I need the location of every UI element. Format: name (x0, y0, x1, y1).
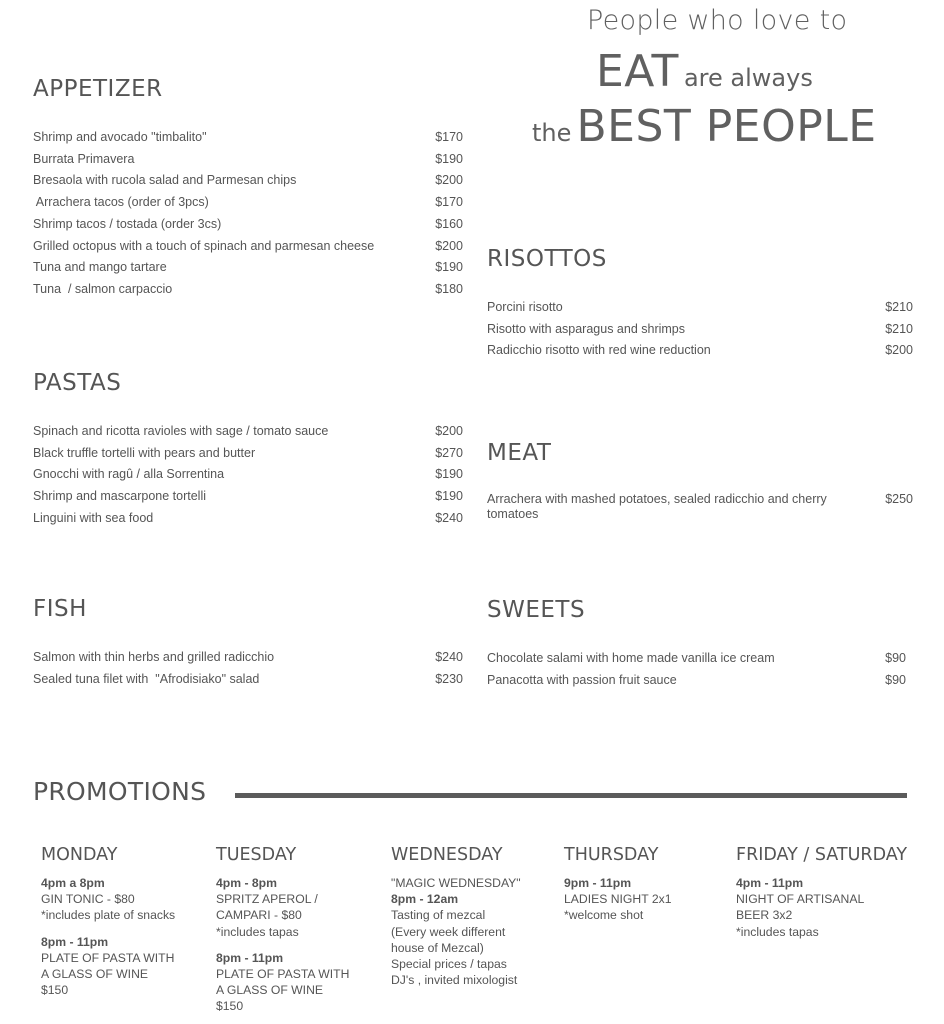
menu-item (487, 670, 906, 692)
item-price: $250 (885, 492, 913, 506)
item-price: $200 (435, 173, 463, 188)
slogan-line-2 (596, 46, 813, 97)
meat-section (487, 438, 913, 522)
promo-text: $150 (41, 983, 69, 998)
risottos-list (487, 297, 913, 362)
meat-title: MEAT (487, 440, 552, 466)
risottos-title: RISOTTOS (487, 246, 607, 272)
item-name: Radicchio risotto with red wine reduction (487, 343, 711, 358)
item-name: Grilled octopus with a touch of spinach and parmesan cheese (33, 238, 375, 253)
item-price: $160 (435, 216, 463, 231)
item-name: Porcini risotto (487, 300, 563, 314)
fish-list (33, 647, 463, 690)
item-name: Bresaola with rucola salad and Parmesan chips (33, 173, 297, 188)
item-name: Spinach and ricotta ravioles with sage / tomato sauce (33, 424, 329, 438)
promo-time: 8pm - 12am (391, 892, 459, 907)
item-name: Panacotta with passion fruit sauce (487, 672, 677, 687)
item-name: Tuna and mango tartare (33, 260, 167, 275)
slogan-best-people: BEST PEOPLE (576, 101, 877, 152)
menu-item (33, 127, 463, 149)
menu-item (33, 508, 463, 530)
promo-text: NIGHT OF ARTISANAL (736, 892, 865, 907)
sweets-title: SWEETS (487, 597, 586, 623)
item-name: Black truffle tortelli with pears and butter (33, 445, 256, 460)
risottos-section (487, 244, 913, 362)
item-name: Shrimp tacos / tostada (order 3cs) (33, 216, 222, 231)
item-price: $180 (435, 281, 463, 296)
promo-text: PLATE OF PASTA WITH (216, 967, 350, 982)
fish-title: FISH (33, 596, 87, 622)
day-title: TUESDAY (216, 845, 297, 865)
item-price: $90 (885, 672, 906, 687)
item-name: Gnocchi with ragû / alla Sorrentina (33, 467, 225, 482)
spacer (216, 940, 391, 950)
menu-item (487, 297, 913, 319)
promo-text: GIN TONIC - $80 (41, 892, 135, 907)
promo-text: CAMPARI - $80 (216, 908, 302, 923)
item-price: $210 (885, 321, 913, 336)
promo-text: LADIES NIGHT 2x1 (564, 892, 672, 907)
slogan-eat: EAT (596, 46, 679, 97)
slogan-line-3 (532, 101, 877, 152)
promo-text: A GLASS OF WINE (41, 967, 149, 982)
promo-time: 8pm - 11pm (41, 934, 109, 949)
appetizer-section (33, 74, 463, 301)
item-name: Tuna / salmon carpaccio (33, 281, 173, 296)
sweets-section (487, 595, 906, 691)
day-title: MONDAY (41, 845, 118, 865)
fish-section (33, 594, 463, 690)
promo-time: 8pm - 11pm (216, 950, 284, 965)
promo-time: 4pm a 8pm (41, 876, 105, 890)
menu-item (33, 279, 463, 301)
menu-item (33, 236, 463, 258)
item-price: $190 (435, 260, 463, 275)
item-price: $170 (435, 195, 463, 210)
item-price: $200 (435, 238, 463, 253)
promo-text: BEER 3x2 (736, 908, 793, 923)
item-name: Shrimp and mascarpone tortelli (33, 489, 206, 504)
item-name: Shrimp and avocado "timbalito" (33, 130, 207, 144)
promo-text: Special prices / tapas (391, 957, 507, 972)
promo-thursday (564, 844, 739, 924)
menu-item (33, 192, 463, 214)
sweets-list (487, 648, 906, 691)
pastas-list (33, 421, 463, 530)
item-name: Arrachera tacos (order of 3pcs) (33, 195, 209, 210)
promo-time: 4pm - 11pm (736, 876, 804, 890)
promo-text: *includes plate of snacks (41, 908, 176, 923)
item-price: $200 (885, 343, 913, 358)
promo-text: *includes tapas (736, 924, 819, 939)
menu-item (33, 443, 463, 465)
item-name: Linguini with sea food (33, 510, 154, 525)
promo-text: PLATE OF PASTA WITH (41, 950, 175, 965)
menu-item (487, 319, 913, 341)
promo-text: Tasting of mezcal (391, 908, 486, 923)
slogan-the: the (532, 119, 572, 147)
item-price: $190 (435, 467, 463, 482)
promo-text: DJ's , invited mixologist (391, 973, 518, 988)
promo-tagline: "MAGIC WEDNESDAY" (391, 876, 521, 890)
day-title: THURSDAY (564, 845, 659, 865)
menu-item (33, 647, 463, 669)
menu-item (33, 464, 463, 486)
promo-time: 4pm - 8pm (216, 876, 277, 890)
meat-list (487, 492, 913, 522)
item-price: $210 (885, 300, 913, 314)
promo-text: $150 (216, 999, 244, 1014)
pastas-section (33, 368, 463, 530)
menu-item (487, 648, 906, 670)
menu-item (33, 214, 463, 236)
promotions-title: PROMOTIONS (33, 777, 207, 806)
promo-text: A GLASS OF WINE (216, 983, 324, 998)
menu-item (33, 149, 463, 171)
promo-tuesday (216, 844, 391, 1015)
menu-item (33, 421, 463, 443)
item-name: Sealed tuna filet with "Afrodisiako" salad (33, 671, 260, 686)
promo-text: house of Mezcal) (391, 940, 484, 955)
item-price: $90 (885, 651, 906, 665)
promo-wednesday (391, 844, 566, 988)
day-title: FRIDAY / SATURDAY (736, 845, 908, 865)
item-price: $200 (435, 424, 463, 438)
item-name: Salmon with thin herbs and grilled radicchio (33, 650, 275, 664)
item-name: Chocolate salami with home made vanilla ice cream (487, 651, 775, 665)
menu-item (33, 257, 463, 279)
day-title: WEDNESDAY (391, 845, 503, 865)
promo-text: *includes tapas (216, 924, 299, 939)
item-price: $240 (435, 650, 463, 664)
slogan-are-always: are always (683, 64, 813, 92)
promo-text: SPRITZ APEROL / (216, 892, 318, 907)
menu-item (487, 492, 913, 522)
item-price: $190 (435, 151, 463, 166)
item-price: $270 (435, 445, 463, 460)
promotions-divider (235, 793, 907, 798)
appetizer-title: APPETIZER (33, 76, 163, 102)
item-name: Arrachera with mashed potatoes, sealed radicchio and cherry tomatoes (487, 492, 827, 521)
pastas-title: PASTAS (33, 370, 122, 396)
spacer (41, 924, 216, 934)
menu-item (33, 669, 463, 691)
promo-friday-saturday (736, 844, 931, 940)
menu-item (33, 170, 463, 192)
item-price: $230 (435, 671, 463, 686)
item-name: Risotto with asparagus and shrimps (487, 321, 686, 336)
promo-text: (Every week different (391, 924, 506, 939)
item-price: $170 (435, 130, 463, 144)
menu-item (487, 340, 913, 362)
promo-text: *welcome shot (564, 908, 644, 923)
item-name: Burrata Primavera (33, 151, 135, 166)
slogan-line-1: People who love to (587, 5, 848, 36)
menu-item (33, 486, 463, 508)
promo-monday (41, 844, 216, 998)
appetizer-list (33, 127, 463, 301)
promo-time: 9pm - 11pm (564, 876, 632, 890)
item-price: $240 (435, 510, 463, 525)
item-price: $190 (435, 489, 463, 504)
